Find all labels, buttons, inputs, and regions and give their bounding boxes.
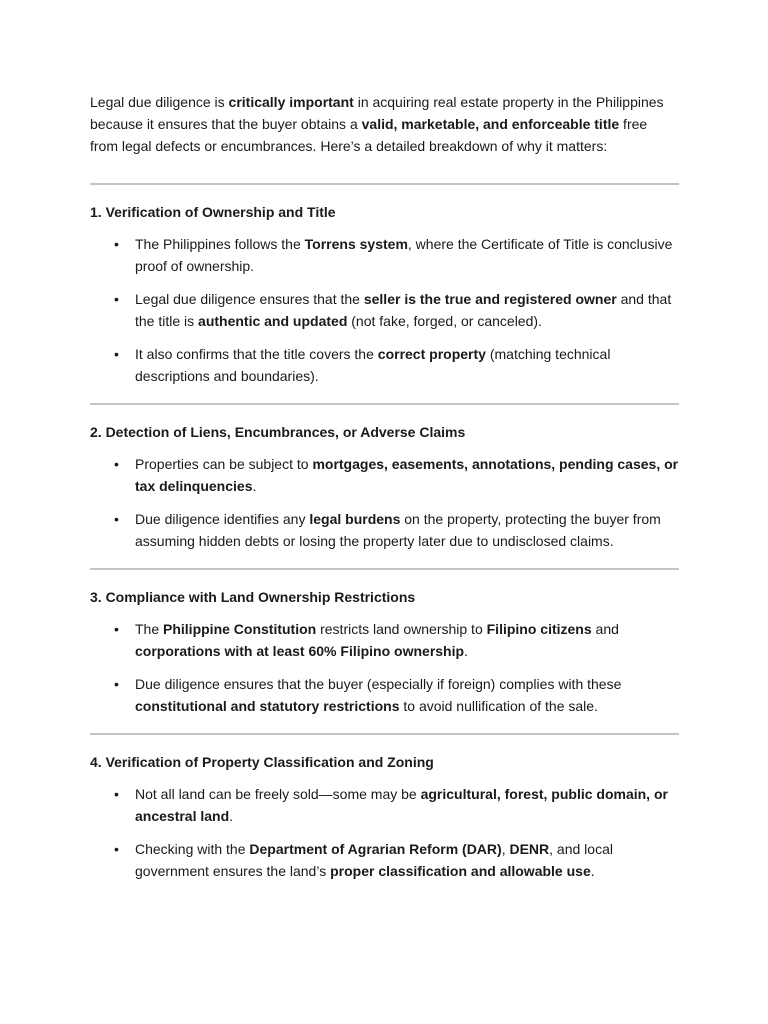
text-run: . bbox=[252, 478, 257, 494]
section-1 bbox=[90, 185, 679, 403]
list-item-text bbox=[135, 511, 661, 549]
intro-paragraph bbox=[90, 91, 679, 157]
list-item bbox=[90, 508, 679, 552]
document-page bbox=[90, 91, 679, 898]
text-run: . bbox=[464, 643, 468, 659]
section-2 bbox=[90, 405, 679, 568]
list-item bbox=[90, 288, 679, 332]
bullet-icon: • bbox=[114, 676, 119, 692]
emphasis-text: legal burdens bbox=[309, 511, 401, 527]
emphasis-text: Torrens system bbox=[304, 236, 408, 252]
list-item bbox=[90, 453, 679, 497]
list-item bbox=[90, 673, 679, 717]
bullet-icon: • bbox=[114, 511, 119, 527]
list-item bbox=[90, 233, 679, 277]
list-item-text bbox=[135, 786, 668, 824]
text-run: in acquiring real estate property in the Philippines because it ensures that the buyer obtains a bbox=[90, 94, 664, 132]
section-heading: 1. Verification of Ownership and Title bbox=[90, 204, 336, 220]
emphasis-text: correct property bbox=[377, 346, 486, 362]
text-run: Due diligence identifies any bbox=[135, 511, 310, 527]
text-run: (matching technical descriptions and boundaries). bbox=[135, 346, 611, 384]
text-run: to avoid nullification of the sale. bbox=[399, 698, 598, 714]
bullet-icon: • bbox=[114, 291, 119, 307]
emphasis-text: Filipino citizens bbox=[486, 621, 592, 637]
text-run: free from legal defects or encumbrances. Here’s a detailed breakdown of why it matters: bbox=[90, 116, 648, 154]
emphasis-text: valid, marketable, and enforceable title bbox=[361, 116, 620, 132]
emphasis-text: agricultural, forest, public domain, or ancestral land bbox=[135, 786, 668, 824]
emphasis-text: Department of Agrarian Reform (DAR) bbox=[249, 841, 502, 857]
emphasis-text: authentic and updated bbox=[198, 313, 348, 329]
bullet-list bbox=[90, 783, 679, 882]
emphasis-text: DENR bbox=[509, 841, 550, 857]
list-item-text bbox=[135, 291, 671, 329]
text-run: , where the Certificate of Title is conclusive proof of ownership. bbox=[135, 236, 673, 274]
list-item-text bbox=[135, 676, 621, 714]
emphasis-text: corporations with at least 60% Filipino ownership bbox=[135, 643, 465, 659]
bullet-list bbox=[90, 453, 679, 552]
list-item bbox=[90, 618, 679, 662]
text-run: . bbox=[229, 808, 234, 824]
section-heading: 4. Verification of Property Classification and Zoning bbox=[90, 754, 434, 770]
text-run: Checking with the bbox=[135, 841, 250, 857]
text-run: , and local government ensures the land’s bbox=[135, 841, 613, 879]
bullet-icon: • bbox=[114, 841, 119, 857]
text-run: and bbox=[591, 621, 619, 637]
emphasis-text: Philippine Constitution bbox=[163, 621, 317, 637]
list-item-text bbox=[135, 236, 672, 274]
list-item-text bbox=[135, 456, 678, 494]
text-run: Properties can be subject to bbox=[135, 456, 313, 472]
section-3 bbox=[90, 570, 679, 733]
section-heading: 3. Compliance with Land Ownership Restrictions bbox=[90, 589, 416, 605]
text-run: The Philippines follows the bbox=[135, 236, 305, 252]
sections-container bbox=[90, 183, 679, 898]
text-run: and that the title is bbox=[135, 291, 672, 329]
bullet-icon: • bbox=[114, 621, 119, 637]
list-item-text bbox=[135, 621, 619, 659]
bullet-icon: • bbox=[114, 786, 119, 802]
emphasis-text: mortgages, easements, annotations, pending cases, or tax delinquencies bbox=[135, 456, 679, 494]
bullet-icon: • bbox=[114, 346, 119, 362]
emphasis-text: seller is the true and registered owner bbox=[363, 291, 617, 307]
emphasis-text: proper classification and allowable use bbox=[330, 863, 591, 879]
bullet-list bbox=[90, 233, 679, 387]
text-run: (not fake, forged, or canceled). bbox=[347, 313, 542, 329]
bullet-list bbox=[90, 618, 679, 717]
text-run: restricts land ownership to bbox=[316, 621, 487, 637]
list-item bbox=[90, 343, 679, 387]
section-heading: 2. Detection of Liens, Encumbrances, or Adverse Claims bbox=[90, 424, 466, 440]
text-run: , bbox=[501, 841, 510, 857]
text-run: Not all land can be freely sold—some may be bbox=[135, 786, 421, 802]
emphasis-text: constitutional and statutory restrictions bbox=[135, 698, 400, 714]
section-4 bbox=[90, 735, 679, 898]
list-item-text bbox=[135, 841, 613, 879]
text-run: The bbox=[135, 621, 164, 637]
bullet-icon: • bbox=[114, 456, 119, 472]
text-run: Due diligence ensures that the buyer (especially if foreign) complies with these bbox=[135, 676, 622, 692]
list-item-text bbox=[135, 346, 610, 384]
emphasis-text: critically important bbox=[228, 94, 354, 110]
bullet-icon: • bbox=[114, 236, 119, 252]
list-item bbox=[90, 838, 679, 882]
list-item bbox=[90, 783, 679, 827]
text-run: Legal due diligence is bbox=[90, 94, 229, 110]
text-run: It also confirms that the title covers the bbox=[135, 346, 378, 362]
text-run: on the property, protecting the buyer from assuming hidden debts or losing the property later due to undisclosed claims. bbox=[135, 511, 661, 549]
text-run: Legal due diligence ensures that the bbox=[135, 291, 364, 307]
text-run: . bbox=[590, 863, 595, 879]
